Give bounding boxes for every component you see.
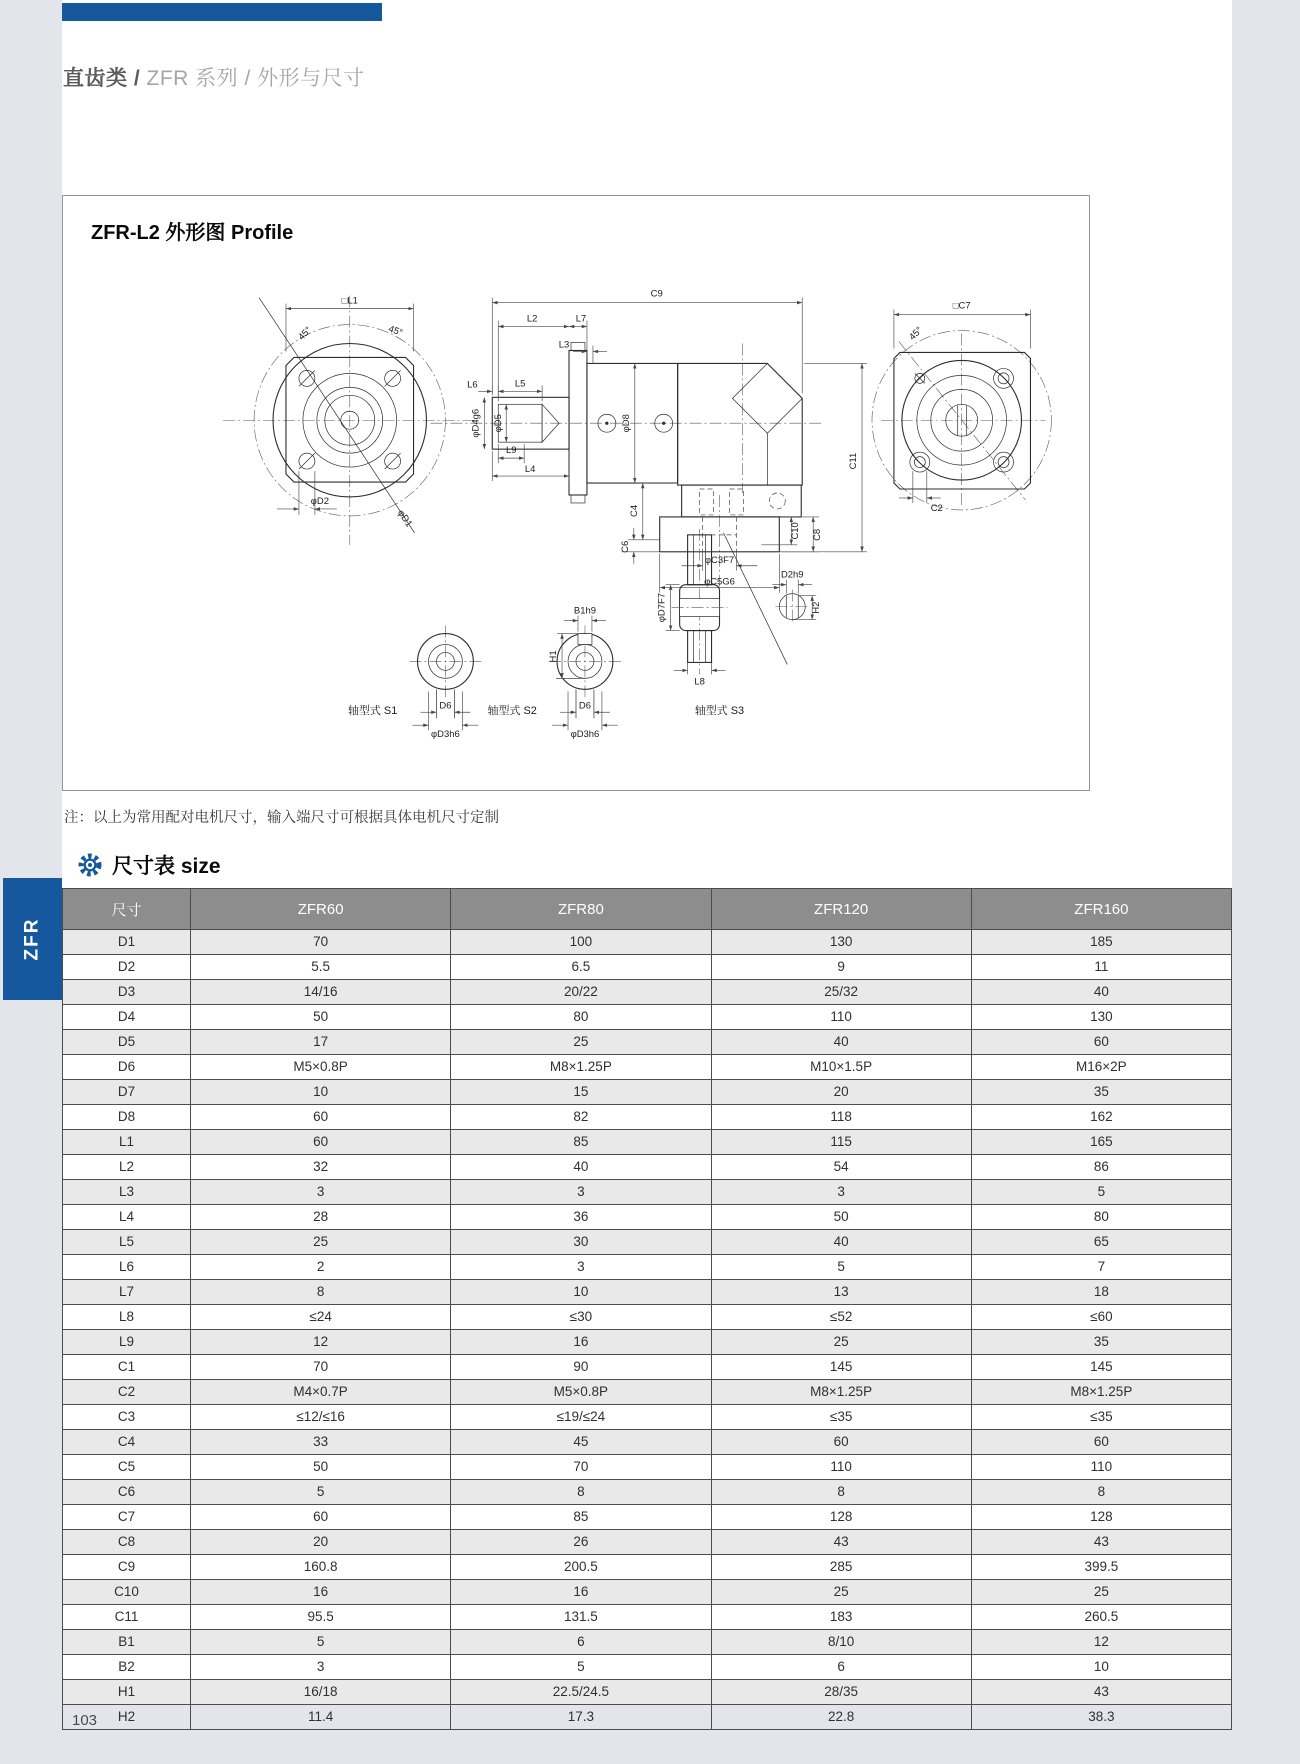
- value-cell: 20/22: [451, 980, 711, 1005]
- value-cell: 25: [711, 1330, 971, 1355]
- dim-cell: L8: [63, 1305, 191, 1330]
- dim-cell: D3: [63, 980, 191, 1005]
- dim-label-l2: L2: [526, 313, 538, 325]
- dim-cell: C3: [63, 1405, 191, 1430]
- dim-label-45a: 45°: [296, 324, 315, 343]
- col-header-dim: 尺寸: [63, 889, 191, 930]
- dim-label-l3: L3: [558, 339, 570, 351]
- value-cell: 25: [711, 1580, 971, 1605]
- dim-label-c9: C9: [650, 288, 663, 300]
- dim-label-d6-s1: D6: [439, 700, 452, 712]
- value-cell: 162: [971, 1105, 1231, 1130]
- value-cell: 80: [971, 1205, 1231, 1230]
- value-cell: 20: [711, 1080, 971, 1105]
- table-row: [63, 1680, 1232, 1705]
- note-text: 注：以上为常用配对电机尺寸，输入端尺寸可根据具体电机尺寸定制: [64, 810, 499, 826]
- value-cell: M4×0.7P: [191, 1380, 451, 1405]
- dim-cell: D1: [63, 930, 191, 955]
- dim-cell: L1: [63, 1130, 191, 1155]
- dim-label-45b: 45°: [386, 323, 405, 339]
- dim-cell: D4: [63, 1005, 191, 1030]
- table-row: [63, 1580, 1232, 1605]
- dim-label-d8: φD8: [620, 414, 632, 433]
- value-cell: 36: [451, 1205, 711, 1230]
- dim-cell: C1: [63, 1355, 191, 1380]
- dim-label-l8: L8: [694, 676, 705, 688]
- value-cell: 20: [191, 1530, 451, 1555]
- value-cell: 110: [971, 1455, 1231, 1480]
- section-title: 尺寸表 size: [112, 855, 221, 878]
- table-row: [63, 1630, 1232, 1655]
- shaft-type-s2-label: 轴型式 S2: [487, 705, 537, 718]
- value-cell: 40: [711, 1230, 971, 1255]
- value-cell: 70: [191, 1355, 451, 1380]
- gear-icon: [78, 853, 102, 877]
- value-cell: 17.3: [451, 1705, 711, 1730]
- dim-cell: C11: [63, 1605, 191, 1630]
- value-cell: 10: [451, 1280, 711, 1305]
- value-cell: 3: [451, 1255, 711, 1280]
- value-cell: 95.5: [191, 1605, 451, 1630]
- value-cell: 399.5: [971, 1555, 1231, 1580]
- value-cell: 5: [451, 1655, 711, 1680]
- value-cell: 130: [711, 930, 971, 955]
- table-row: [63, 1180, 1232, 1205]
- value-cell: 15: [451, 1080, 711, 1105]
- dim-label-l5: L5: [514, 378, 526, 390]
- dim-cell: L3: [63, 1180, 191, 1205]
- value-cell: 7: [971, 1255, 1231, 1280]
- dim-label-h2: H2: [811, 601, 823, 614]
- table-row: [63, 1555, 1232, 1580]
- dim-cell: C2: [63, 1380, 191, 1405]
- value-cell: 30: [451, 1230, 711, 1255]
- shaft-type-s1: [348, 626, 481, 741]
- dim-label-d3h6-s2: φD3h6: [570, 729, 600, 741]
- dim-label-c2: C2: [930, 502, 943, 514]
- dim-cell: C9: [63, 1555, 191, 1580]
- value-cell: 60: [711, 1430, 971, 1455]
- table-row: [63, 1305, 1232, 1330]
- table-row: [63, 1430, 1232, 1455]
- table-row: [63, 1705, 1232, 1730]
- value-cell: M16×2P: [971, 1055, 1231, 1080]
- front-view: [223, 296, 477, 545]
- value-cell: 100: [451, 930, 711, 955]
- value-cell: 50: [711, 1205, 971, 1230]
- value-cell: 128: [711, 1505, 971, 1530]
- value-cell: 16/18: [191, 1680, 451, 1705]
- value-cell: 260.5: [971, 1605, 1231, 1630]
- dim-label-d2: φD2: [310, 495, 329, 507]
- breadcrumb-rest: ZFR 系列 / 外形与尺寸: [140, 67, 365, 90]
- dim-cell: L2: [63, 1155, 191, 1180]
- value-cell: 128: [971, 1505, 1231, 1530]
- table-row: [63, 930, 1232, 955]
- dim-cell: D2: [63, 955, 191, 980]
- dim-cell: C5: [63, 1455, 191, 1480]
- value-cell: 54: [711, 1155, 971, 1180]
- profile-drawing-box: [62, 195, 1090, 791]
- value-cell: 40: [971, 980, 1231, 1005]
- size-table-header: [78, 850, 221, 880]
- value-cell: 70: [191, 930, 451, 955]
- value-cell: 285: [711, 1555, 971, 1580]
- table-row: [63, 1155, 1232, 1180]
- dim-label-d4g6: φD4g6: [470, 408, 482, 438]
- value-cell: 5: [191, 1630, 451, 1655]
- value-cell: 3: [191, 1180, 451, 1205]
- table-row: [63, 1505, 1232, 1530]
- value-cell: 10: [971, 1655, 1231, 1680]
- col-header-zfr80: ZFR80: [451, 889, 711, 930]
- value-cell: 45: [451, 1430, 711, 1455]
- dim-cell: L5: [63, 1230, 191, 1255]
- value-cell: 70: [451, 1455, 711, 1480]
- value-cell: 8: [711, 1480, 971, 1505]
- dim-label-c3f7: φC3F7: [704, 554, 735, 566]
- value-cell: 115: [711, 1130, 971, 1155]
- table-row: [63, 1230, 1232, 1255]
- value-cell: 11: [971, 955, 1231, 980]
- table-row: [63, 1405, 1232, 1430]
- value-cell: 8: [191, 1280, 451, 1305]
- dim-label-l9: L9: [505, 445, 517, 457]
- value-cell: 28: [191, 1205, 451, 1230]
- col-header-zfr160: ZFR160: [971, 889, 1231, 930]
- value-cell: 12: [971, 1630, 1231, 1655]
- value-cell: 110: [711, 1005, 971, 1030]
- value-cell: 25: [451, 1030, 711, 1055]
- value-cell: M8×1.25P: [971, 1380, 1231, 1405]
- value-cell: 60: [191, 1505, 451, 1530]
- value-cell: 82: [451, 1105, 711, 1130]
- value-cell: M5×0.8P: [191, 1055, 451, 1080]
- value-cell: 12: [191, 1330, 451, 1355]
- value-cell: 50: [191, 1005, 451, 1030]
- value-cell: M8×1.25P: [711, 1380, 971, 1405]
- dim-cell: C6: [63, 1480, 191, 1505]
- value-cell: 14/16: [191, 980, 451, 1005]
- dim-label-d1: φD1: [395, 507, 415, 530]
- dim-label-l4: L4: [524, 464, 536, 476]
- value-cell: 43: [711, 1530, 971, 1555]
- dim-label-d6-s2: D6: [578, 700, 592, 712]
- breadcrumb-category: 直齿类 /: [63, 67, 141, 90]
- value-cell: M10×1.5P: [711, 1055, 971, 1080]
- value-cell: 110: [711, 1455, 971, 1480]
- side-view: [430, 289, 867, 607]
- value-cell: ≤19/≤24: [451, 1405, 711, 1430]
- dim-label-45c: 45°: [907, 324, 926, 343]
- dim-cell: C10: [63, 1580, 191, 1605]
- dim-cell: D7: [63, 1080, 191, 1105]
- table-row: [63, 980, 1232, 1005]
- shaft-type-s3-label: 轴型式 S3: [694, 705, 745, 718]
- value-cell: 40: [711, 1030, 971, 1055]
- value-cell: 145: [971, 1355, 1231, 1380]
- size-table-body: [63, 930, 1232, 1730]
- value-cell: M5×0.8P: [451, 1380, 711, 1405]
- dim-cell: D6: [63, 1055, 191, 1080]
- table-row: [63, 1480, 1232, 1505]
- table-row: [63, 1380, 1232, 1405]
- value-cell: 65: [971, 1230, 1231, 1255]
- value-cell: ≤30: [451, 1305, 711, 1330]
- value-cell: 3: [711, 1180, 971, 1205]
- dim-cell: C7: [63, 1505, 191, 1530]
- value-cell: ≤35: [711, 1405, 971, 1430]
- col-header-zfr60: ZFR60: [191, 889, 451, 930]
- rear-view: [872, 301, 1051, 514]
- value-cell: 17: [191, 1030, 451, 1055]
- value-cell: 16: [191, 1580, 451, 1605]
- value-cell: 145: [711, 1355, 971, 1380]
- table-row: [63, 1330, 1232, 1355]
- value-cell: 16: [451, 1330, 711, 1355]
- value-cell: ≤35: [971, 1405, 1231, 1430]
- table-row: [63, 1255, 1232, 1280]
- table-row: [63, 1455, 1232, 1480]
- value-cell: ≤12/≤16: [191, 1405, 451, 1430]
- dim-cell: C4: [63, 1430, 191, 1455]
- value-cell: 60: [971, 1030, 1231, 1055]
- value-cell: 165: [971, 1130, 1231, 1155]
- value-cell: 38.3: [971, 1705, 1231, 1730]
- table-row: [63, 1530, 1232, 1555]
- value-cell: 28/35: [711, 1680, 971, 1705]
- value-cell: 130: [971, 1005, 1231, 1030]
- table-row: [63, 1005, 1232, 1030]
- dim-cell: D5: [63, 1030, 191, 1055]
- table-row: [63, 1105, 1232, 1130]
- value-cell: 160.8: [191, 1555, 451, 1580]
- value-cell: 60: [971, 1430, 1231, 1455]
- value-cell: ≤52: [711, 1305, 971, 1330]
- value-cell: 13: [711, 1280, 971, 1305]
- dim-cell: D8: [63, 1105, 191, 1130]
- dim-label-c6: C6: [619, 540, 631, 553]
- table-row: [63, 955, 1232, 980]
- dim-cell: L4: [63, 1205, 191, 1230]
- table-row: [63, 1130, 1232, 1155]
- dim-label-d2h9: D2h9: [780, 569, 804, 581]
- value-cell: 43: [971, 1680, 1231, 1705]
- dim-label-l1: □L1: [341, 295, 358, 307]
- value-cell: 18: [971, 1280, 1231, 1305]
- value-cell: 3: [191, 1655, 451, 1680]
- value-cell: 5.5: [191, 955, 451, 980]
- value-cell: 85: [451, 1505, 711, 1530]
- value-cell: 3: [451, 1180, 711, 1205]
- table-row: [63, 1030, 1232, 1055]
- value-cell: 60: [191, 1105, 451, 1130]
- value-cell: 183: [711, 1605, 971, 1630]
- dim-cell: L6: [63, 1255, 191, 1280]
- value-cell: 86: [971, 1155, 1231, 1180]
- dim-label-d5: φD5: [493, 414, 505, 433]
- value-cell: 25/32: [711, 980, 971, 1005]
- value-cell: 22.5/24.5: [451, 1680, 711, 1705]
- value-cell: 25: [971, 1580, 1231, 1605]
- size-table: [62, 888, 1232, 1730]
- value-cell: 5: [711, 1255, 971, 1280]
- value-cell: 33: [191, 1430, 451, 1455]
- dim-label-c7: □C7: [952, 300, 971, 312]
- dim-label-c5g6: φC5G6: [704, 576, 735, 588]
- dim-label-d3h6-s1: φD3h6: [431, 729, 460, 741]
- side-tab-label: ZFR: [21, 917, 43, 961]
- shaft-type-s3: [657, 529, 822, 717]
- value-cell: M8×1.25P: [451, 1055, 711, 1080]
- shaft-type-s2: [488, 606, 621, 741]
- value-cell: 50: [191, 1455, 451, 1480]
- value-cell: 26: [451, 1530, 711, 1555]
- value-cell: 2: [191, 1255, 451, 1280]
- value-cell: 22.8: [711, 1705, 971, 1730]
- table-row: [63, 1355, 1232, 1380]
- dim-cell: L9: [63, 1330, 191, 1355]
- value-cell: 35: [971, 1330, 1231, 1355]
- page-number: 103: [72, 1712, 98, 1729]
- top-accent-bar: [62, 3, 382, 21]
- profile-drawing-svg: [63, 196, 1087, 788]
- dim-label-c10: C10: [790, 522, 802, 540]
- dim-label-b1h9: B1h9: [573, 605, 597, 617]
- value-cell: ≤60: [971, 1305, 1231, 1330]
- col-header-zfr120: ZFR120: [711, 889, 971, 930]
- value-cell: 5: [191, 1480, 451, 1505]
- table-row: [63, 1605, 1232, 1630]
- dim-label-l6: L6: [467, 379, 478, 391]
- table-row: [63, 1080, 1232, 1105]
- value-cell: 16: [451, 1580, 711, 1605]
- table-row: [63, 1055, 1232, 1080]
- dim-label-l7: L7: [575, 313, 587, 325]
- value-cell: 11.4: [191, 1705, 451, 1730]
- value-cell: 90: [451, 1355, 711, 1380]
- dim-label-c11: C11: [848, 452, 860, 470]
- value-cell: 60: [191, 1130, 451, 1155]
- value-cell: 25: [191, 1230, 451, 1255]
- value-cell: 40: [451, 1155, 711, 1180]
- dim-label-c4: C4: [628, 504, 640, 517]
- table-row: [63, 1280, 1232, 1305]
- value-cell: 32: [191, 1155, 451, 1180]
- dim-cell: B2: [63, 1655, 191, 1680]
- value-cell: 118: [711, 1105, 971, 1130]
- value-cell: 8/10: [711, 1630, 971, 1655]
- value-cell: 10: [191, 1080, 451, 1105]
- value-cell: 43: [971, 1530, 1231, 1555]
- value-cell: 9: [711, 955, 971, 980]
- value-cell: 6.5: [451, 955, 711, 980]
- value-cell: 185: [971, 930, 1231, 955]
- value-cell: 131.5: [451, 1605, 711, 1630]
- table-row: [63, 1205, 1232, 1230]
- breadcrumb: [63, 62, 365, 92]
- dim-cell: H1: [63, 1680, 191, 1705]
- value-cell: 85: [451, 1130, 711, 1155]
- value-cell: 8: [971, 1480, 1231, 1505]
- value-cell: ≤24: [191, 1305, 451, 1330]
- value-cell: 5: [971, 1180, 1231, 1205]
- size-table-header-row: [63, 889, 1232, 930]
- value-cell: 6: [711, 1655, 971, 1680]
- value-cell: 8: [451, 1480, 711, 1505]
- series-side-tab: [3, 878, 62, 1000]
- dim-label-h1: H1: [548, 650, 560, 663]
- dim-label-d7f7: φD7F7: [656, 592, 668, 623]
- value-cell: 6: [451, 1630, 711, 1655]
- dim-label-c8: C8: [812, 528, 824, 541]
- dim-cell: C8: [63, 1530, 191, 1555]
- dim-cell: L7: [63, 1280, 191, 1305]
- table-row: [63, 1655, 1232, 1680]
- value-cell: 200.5: [451, 1555, 711, 1580]
- value-cell: 35: [971, 1080, 1231, 1105]
- drawing-title: ZFR-L2 外形图 Profile: [91, 222, 294, 244]
- value-cell: 80: [451, 1005, 711, 1030]
- dim-cell: H2: [63, 1705, 191, 1730]
- shaft-type-s1-label: 轴型式 S1: [348, 705, 398, 718]
- dim-cell: B1: [63, 1630, 191, 1655]
